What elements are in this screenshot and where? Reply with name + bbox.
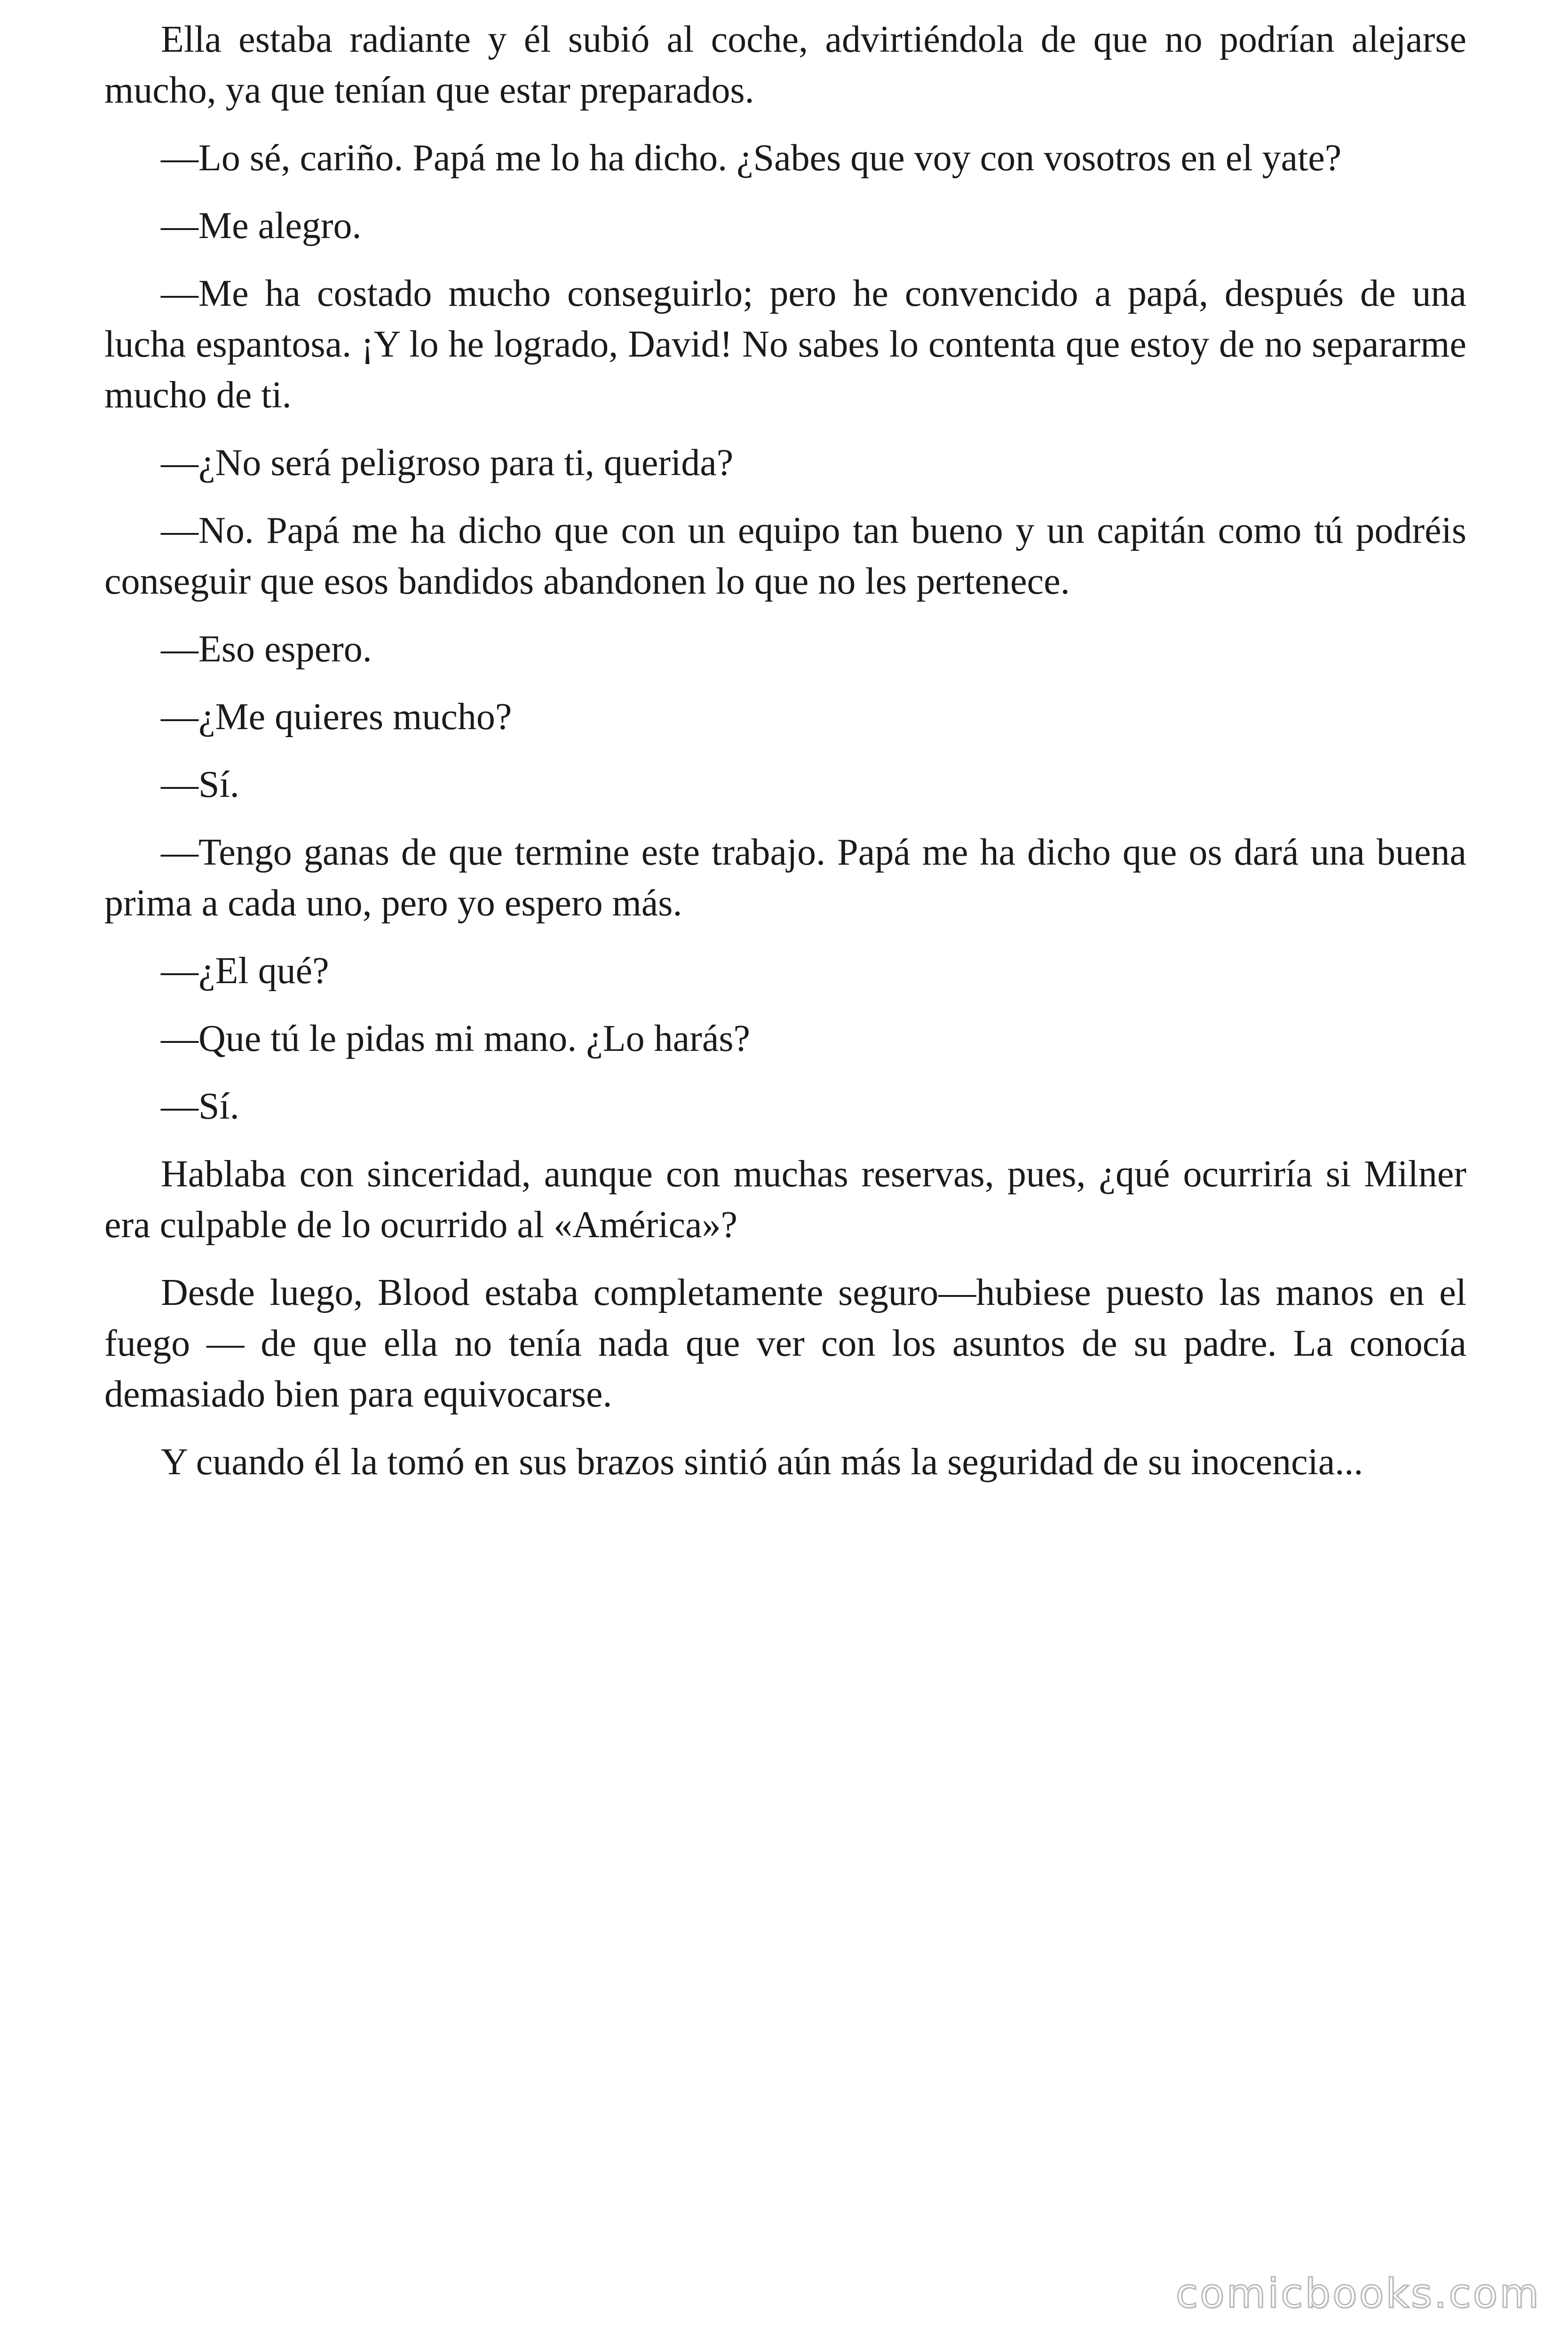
- paragraph: —Me alegro.: [161, 205, 362, 246]
- paragraph: —Lo sé, cariño. Papá me lo ha dicho. ¿Sabes que voy con vosotros en el yate?: [161, 137, 1342, 179]
- paragraph: —Que tú le pidas mi mano. ¿Lo harás?: [161, 1018, 750, 1059]
- body-text: [104, 14, 1466, 1504]
- watermark: comicbooks.com: [1175, 2270, 1541, 2317]
- paragraph: —Eso espero.: [161, 628, 372, 670]
- paragraph: —No. Papá me ha dicho que con un equipo tan bueno y un capitán como tú podréis conseguir que esos bandidos abandonen lo que no les pertenece.: [104, 510, 1466, 602]
- paragraph: —¿No será peligroso para ti, querida?: [161, 442, 734, 484]
- paragraph: —¿Me quieres mucho?: [161, 696, 512, 738]
- paragraph: —Tengo ganas de que termine este trabajo. Papá me ha dicho que os dará una buena prima a cada uno, pero yo espero más.: [104, 832, 1466, 924]
- paragraph: Ella estaba radiante y él subió al coche, advirtiéndola de que no podrían alejarse mucho, ya que tenían que estar preparados.: [104, 19, 1466, 111]
- paragraph: —Sí.: [161, 764, 239, 805]
- paragraph: Desde luego, Blood estaba completamente seguro—hubiese puesto las manos en el fuego — de que ella no tenía nada que ver con los asuntos de su padre. La conocía demasiado bien para equivocarse.: [104, 1272, 1466, 1415]
- paragraph: Hablaba con sinceridad, aunque con muchas reservas, pues, ¿qué ocurriría si Milner era culpable de lo ocurrido al «América»?: [104, 1153, 1466, 1246]
- paragraph: Y cuando él la tomó en sus brazos sintió aún más la seguridad de su inocencia...: [161, 1441, 1363, 1483]
- paragraph: —Sí.: [161, 1086, 239, 1127]
- paragraph: —¿El qué?: [161, 950, 329, 992]
- paragraph: —Me ha costado mucho conseguirlo; pero he convencido a papá, después de una lucha espantosa. ¡Y lo he logrado, David! No sabes lo contenta que estoy de no separarme mucho de ti.: [104, 273, 1466, 416]
